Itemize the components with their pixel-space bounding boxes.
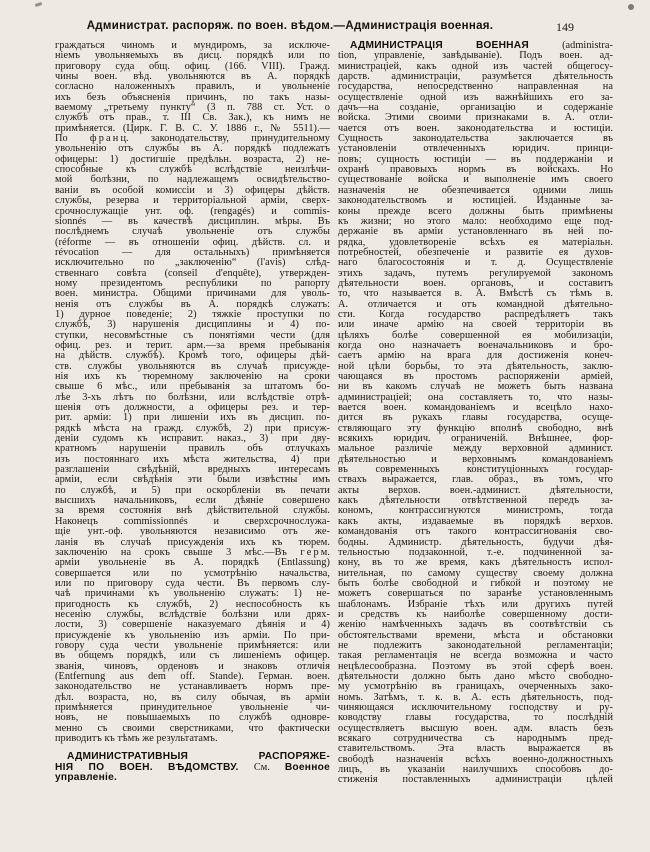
text-line: саетъ армію на врага для достиженія конеч- [338, 350, 613, 362]
text-line: или иначе армію на своей территоріи въ [338, 319, 613, 331]
text-line: къ жизни; но этого мало: необходимо еще под- [338, 215, 613, 227]
text-line: приговору суда общ. офиц. (166. VIII). Гражд. [55, 60, 330, 72]
text-line: заключенію на срокъ свыше 3 мѣс.—Въ г е р м. [55, 546, 330, 558]
text-line: А. отличается и отъ командной дѣятельно- [338, 298, 613, 310]
text-line: по службѣ, и 5) при оскорбленіи въ печати [55, 484, 330, 496]
text-line: сти. Когда государство распредѣляетъ такъ [338, 308, 613, 320]
text-line: разглашеніи свѣдѣній, вредныхъ интересамъ [55, 464, 330, 476]
text-line: государства, непосредственно направленная на [338, 81, 613, 93]
text-line: кратномъ нарушеніи правилъ объ отлучкахъ [55, 443, 330, 455]
text-line: законодательство не устанавливаетъ нормъ пре- [55, 681, 330, 693]
text-line: чающаяся въ простомъ распоряженіи арміей, [338, 371, 613, 382]
text-line: всякихъ юридич. ограниченій. Внѣшнее, фор- [338, 433, 613, 445]
text-line: ихъ безъ объясненія причинъ, по такъ назы- [55, 91, 330, 103]
text-line: исключительно по „заключенію“ (l'avis) слѣд- [55, 257, 330, 269]
text-line: рядка, удовлетвореніе всѣхъ ея матеріальн. [338, 236, 613, 248]
text-line: шенія отъ должности, а офицеры рез. и тер- [55, 402, 330, 414]
text-line: ваемому „третьему пункту“ (3 п. 788 ст. Уст. о [55, 102, 330, 114]
text-line: и средствъ къ наиболѣе совершенному дости- [338, 608, 613, 620]
text-line: несенію службы, вслѣдствіе болѣзни или дрях- [55, 608, 330, 620]
text-line: всякаго сотрудничества съ народнымъ пред- [338, 733, 613, 745]
heading-text: АДМИНИСТРАЦІЯ ВОЕННАЯ [350, 40, 563, 51]
text-line: му усмотрѣнію въ границахъ, очерченныхъ зако- [338, 681, 613, 693]
text-line: ланія въ случаѣ присужденія ихъ къ тюрем. [55, 536, 330, 548]
text-line: арміи, если свѣдѣнія эти были извѣстны имъ [55, 474, 330, 486]
text-line: офиц. рез. и терит. арм.—за время пребыванія [55, 339, 330, 351]
text-line: цѣляхъ болѣе совершенной ея мобилизаціи, [338, 329, 613, 341]
text-line: свободѣ назначенія всѣхъ военно-должностныхъ [338, 753, 613, 765]
text-line: потребностей, обезпеченіе и развитіе ея духов- [338, 246, 613, 258]
page-number: 149 [556, 20, 574, 34]
text-line: можетъ совершаться по заранѣе установленнымъ [338, 588, 613, 600]
text-line: номъ. Затѣмъ, т. к. в. А. есть дѣятельность, под- [338, 691, 613, 703]
text-line: ств. службы увольняются въ случаѣ присужде- [55, 360, 330, 372]
text-line: ководству главы государства, то послѣдній [338, 712, 613, 724]
text-line: на дѣйств. службѣ). Кромѣ того, офицеры дѣй- [55, 350, 330, 362]
text-line: министраціей, какъ одной изъ частей общегосу- [338, 60, 613, 72]
text-line: (réforme — въ отношеніи офиц. дѣйств. сл. и [55, 236, 330, 248]
body-text: (administra- [562, 40, 613, 51]
text-line: пригодность къ службѣ, 2) неспособность къ [55, 598, 330, 610]
running-head: Администрат. распоряж. по воен. вѣдом.—Администрація военная. [86, 20, 494, 32]
text-line: чаѣ причинами къ увольненію служатъ: 1) не- [55, 588, 330, 600]
right-column [338, 41, 613, 786]
text-line: такая регламентація не всегда возможна и часто [338, 650, 613, 662]
text-line: какъ дѣятельности отвѣтственной передъ за- [338, 495, 613, 507]
text-line: стиженія поставленныхъ администраціи цѣлей [338, 774, 613, 786]
text-line: званія, чиновъ, орденовъ и знаковъ отличія [55, 660, 330, 672]
text-line: чиняющаяся исключительному господству и ру- [338, 702, 613, 713]
scan-artifact-mark-icon [35, 2, 43, 7]
text-line: нія ихъ къ тюремному заключенію на сроки [55, 371, 330, 382]
text-line: какъ акты, издаваемые въ порядкѣ верхов. [338, 515, 613, 527]
text-line: щіе унт.-оф. увольняются независимо отъ же- [55, 526, 330, 538]
text-line: воен. министра. Общими причинами для уволь- [55, 288, 330, 300]
text-line: Сущность законодательства заключается въ [338, 133, 613, 145]
text-line: примѣняется принудительное увольненіе чи- [55, 702, 330, 713]
text-line: осуществляетъ высшую воен. адм. власть безъ [338, 722, 613, 734]
text-line: то, что называется в. А. Вмѣстѣ съ тѣмъ в. [338, 288, 613, 300]
text-line: наго благосостоянія и т. д. Осуществленіе [338, 257, 613, 269]
text-line: въ современныхъ конституціонныхъ государ- [338, 464, 613, 476]
text-line: рит. арміи: 1) при лишеніи ихъ въ дисцип. по- [55, 412, 330, 424]
text-line: высшихъ начальниковъ, если дѣяніе совершено [55, 495, 330, 507]
text-line: существованіе войска и выполненіе имъ своего [338, 174, 613, 186]
text-line: присужденіе къ увольненію изъ арміи. По при- [55, 629, 330, 641]
text-line: установленіи отвлеченныхъ юридич. принци- [338, 143, 613, 155]
text-line: ступки, несовмѣстные съ понятіями чести (для [55, 329, 330, 341]
text-line: ствахъ выражается, глав. образ., въ томъ, что [338, 474, 613, 486]
text-line: службы, резерва и территоріальной арміи, сверх- [55, 195, 330, 207]
text-line: шаблонамъ. Избраніе тѣхъ или другихъ путей [338, 598, 613, 610]
text-line: войска. Этими своими признаками в. А. отли- [338, 112, 613, 124]
text-line: кономъ, контрассигнуются министромъ, тогда [338, 505, 613, 517]
left-column [55, 41, 330, 786]
text-line: администраціей; она составляетъ то, что назы- [338, 391, 613, 403]
text-line: дарств. администраціи, разумѣется дѣятельность [338, 71, 613, 83]
text-line: акты верхов. воен.-админист. дѣятельности, [338, 484, 613, 496]
text-line: увольненію отъ службы въ А. порядкѣ подлежатъ [55, 143, 330, 155]
text-line: дѣятельности должно быть дано мѣсто свободно- [338, 670, 613, 682]
text-line: tion, управленіе, завѣдываніе). Подъ воен. ад- [338, 50, 613, 62]
heading-text: НІЯ ПО ВОЕН. ВѢДОМСТВУ. [55, 761, 254, 773]
text-line: лѣе 3-хъ лѣтъ по болѣзни, или вслѣдствіе отрѣ- [55, 391, 330, 403]
text-line: держаніе въ арміи установленнаго въ ней по- [338, 226, 613, 238]
text-line: приводитъ къ тѣмъ же результатамъ. [55, 733, 218, 745]
text-line: не подлежитъ законодательной регламентаціи; [338, 639, 613, 651]
text-line: ваніи въ особой комиссіи и 3) офицеры дѣйств. [55, 184, 330, 196]
text-line: примѣняется. (Цирк. Г. В. С. У. 1886 г., № 5511).— [55, 122, 330, 134]
text-line: свыше 6 мѣс., или пребыванія за штатомъ бо- [55, 381, 330, 393]
heading-line: АДМИНИСТРАТИВНЫЯ РАСПОРЯЖЕ- [67, 751, 330, 763]
text-line: арміи увольненіе въ А. порядкѣ (Entlassung) [55, 557, 330, 569]
text-line: Наконецъ commissionnés и сверхсрочнослужа- [55, 515, 330, 527]
text-line: ной цѣли борьбы, то эта дѣятельность, заклю- [338, 360, 613, 372]
text-line: охранѣ правовыхъ нормъ въ войскахъ. Но [338, 164, 613, 176]
text-line: sionnés — въ качествѣ дисциплин. мѣры. Въ [55, 215, 330, 227]
body-text: См. [253, 761, 285, 773]
text-line: нецѣлесообразна. Поэтому въ этой сферѣ воен. [338, 660, 613, 672]
text-line: службѣ отъ прав., т. III Св. Зак.), къ нимъ не [55, 112, 330, 124]
text-line: дачъ—на созданіе, организацію и содержаніе [338, 102, 613, 114]
text-line: рядкѣ мѣста на гражд. службѣ, 2) при присуж- [55, 422, 330, 434]
text-line: изъ постояннаго ихъ мѣста жительства, 4) при [55, 453, 330, 465]
text-line: ніемъ увольняемыхъ въ дисц. порядкѣ или по [55, 50, 330, 62]
text-line: говору суда чести увольненіе примѣняется: или [55, 639, 330, 651]
text-line: (Entfernung aus dem off. Stande). Герман. воен. [55, 670, 330, 682]
text-line: въ общемъ порядкѣ, или съ лишеніемъ офицер. [55, 650, 330, 662]
heading-text: Военное [284, 761, 331, 773]
text-line: ненія отъ службы въ А. порядкѣ служатъ: [55, 298, 330, 310]
text-line: согласно наложенныхъ правилъ, и увольненіе [55, 81, 330, 93]
text-line: лицъ, въ указаніи наилучшихъ способовъ до- [338, 764, 613, 776]
text-line: ни въ какомъ случаѣ не можетъ быть названа [338, 381, 613, 393]
text-line: менно съ своими сверстниками, что фактически [55, 722, 330, 734]
text-line: обстоятельствами времени, мѣста и обстановки [338, 629, 613, 641]
text-line: кону, въ то же время, какъ дѣятельность испол- [338, 557, 613, 569]
text-line: révocation — для остальныхъ) примѣняется [55, 246, 330, 258]
text-line: дѣятельности воен. органовъ, и составитъ [338, 277, 613, 289]
text-line: новъ, не повышаемыхъ по службѣ одновре- [55, 712, 330, 724]
text-line: ственнаго совѣта (conseil d'enquête), утвержден- [55, 267, 330, 279]
text-line: дѣятельностью и верховнымъ командованіемъ [338, 453, 613, 465]
text-line: бодны. Администр. дѣятельность, будучи дѣя- [338, 536, 613, 548]
text-line: 1) дурное поведеніе; 2) тяжкіе проступки по [55, 308, 330, 320]
text-line: нительная, по самому существу своему должна [338, 567, 613, 579]
scan-artifact-dot-icon [628, 4, 634, 10]
text-line: деніи судомъ къ исправит. наказ., 3) при дву- [55, 433, 330, 445]
text-line: чины воен. вѣд. увольняются въ А. порядкѣ [55, 71, 330, 83]
text-block [55, 41, 613, 786]
text-line: командованія отъ такого контрассигнованія сво- [338, 526, 613, 538]
text-line: или по приговору суда чести. Въ первомъ слу- [55, 577, 330, 589]
text-line: за время состоянія внѣ дѣйствительной службы. [55, 505, 330, 517]
text-line: тельностью подзаконной, т.-е. подчиненной за- [338, 546, 613, 558]
text-line: ставительствомъ. Эта власть выражается въ [338, 743, 613, 755]
text-line: законодательствомъ и юстиціей. Изданные за- [338, 195, 613, 207]
text-line: По ф р а н ц. законодательству, принудительному [55, 133, 330, 145]
text-line: осуществленіе одной изъ важнѣйшихъ его за- [338, 91, 613, 103]
text-line: офицеры: 1) достигшіе предѣльн. возраста, 2) не- [55, 153, 330, 165]
text-line: этихъ задачъ, путемъ регулируемой закономъ [338, 267, 613, 279]
text-line: дѣл. возраста, но, въ силу обычая, въ арміи [55, 691, 330, 703]
text-line: лости, 3) совершеніе наказуемаго дѣянія и 4) [55, 619, 330, 631]
heading-line: управленіе. [55, 772, 118, 784]
text-line: ному президентомъ республики по рапорту [55, 277, 330, 289]
text-line: мальное различіе между верховной админист. [338, 443, 613, 455]
text-line: быть болѣе свободной и гибкой и поэтому не [338, 577, 613, 589]
text-line: чается отъ воен. законодательства и юстиціи. [338, 122, 613, 134]
text-line: вается воен. командованіемъ и всецѣло нахо- [338, 402, 613, 414]
text-line: назначенія не обезпечивается одними лишь [338, 184, 613, 196]
text-line: послѣднемъ случаѣ увольненіе отъ службы [55, 226, 330, 238]
text-line: мой болѣзни, по надлежащемъ освидѣтельство- [55, 174, 330, 186]
text-line: граждаться чиномъ и мундиромъ, за исключе- [55, 40, 330, 51]
text-line: совершается или по усмотрѣнію начальства, [55, 567, 330, 579]
text-line: ствляющаго эту функцію вполнѣ свободно, внѣ [338, 422, 613, 434]
text-line: повъ; сущность юстиціи — въ поддержаніи и [338, 153, 613, 165]
text-line: когда оно назначаетъ военачальниковъ и бро- [338, 339, 613, 351]
text-line: коны прежде всего должны быть примѣнены [338, 205, 613, 217]
text-line: способные къ службѣ вслѣдствіе неизлѣчи- [55, 164, 330, 176]
text-line: срочнослужащіе унт. оф. (rengagés) и commis- [55, 205, 330, 217]
text-line: службѣ, 3) нарушенія дисциплины и 4) по- [55, 319, 330, 331]
text-line: дится въ рукахъ главы государства, осуще- [338, 412, 613, 424]
text-line: женію намѣченныхъ задачъ въ соотвѣтствіи съ [338, 619, 613, 631]
